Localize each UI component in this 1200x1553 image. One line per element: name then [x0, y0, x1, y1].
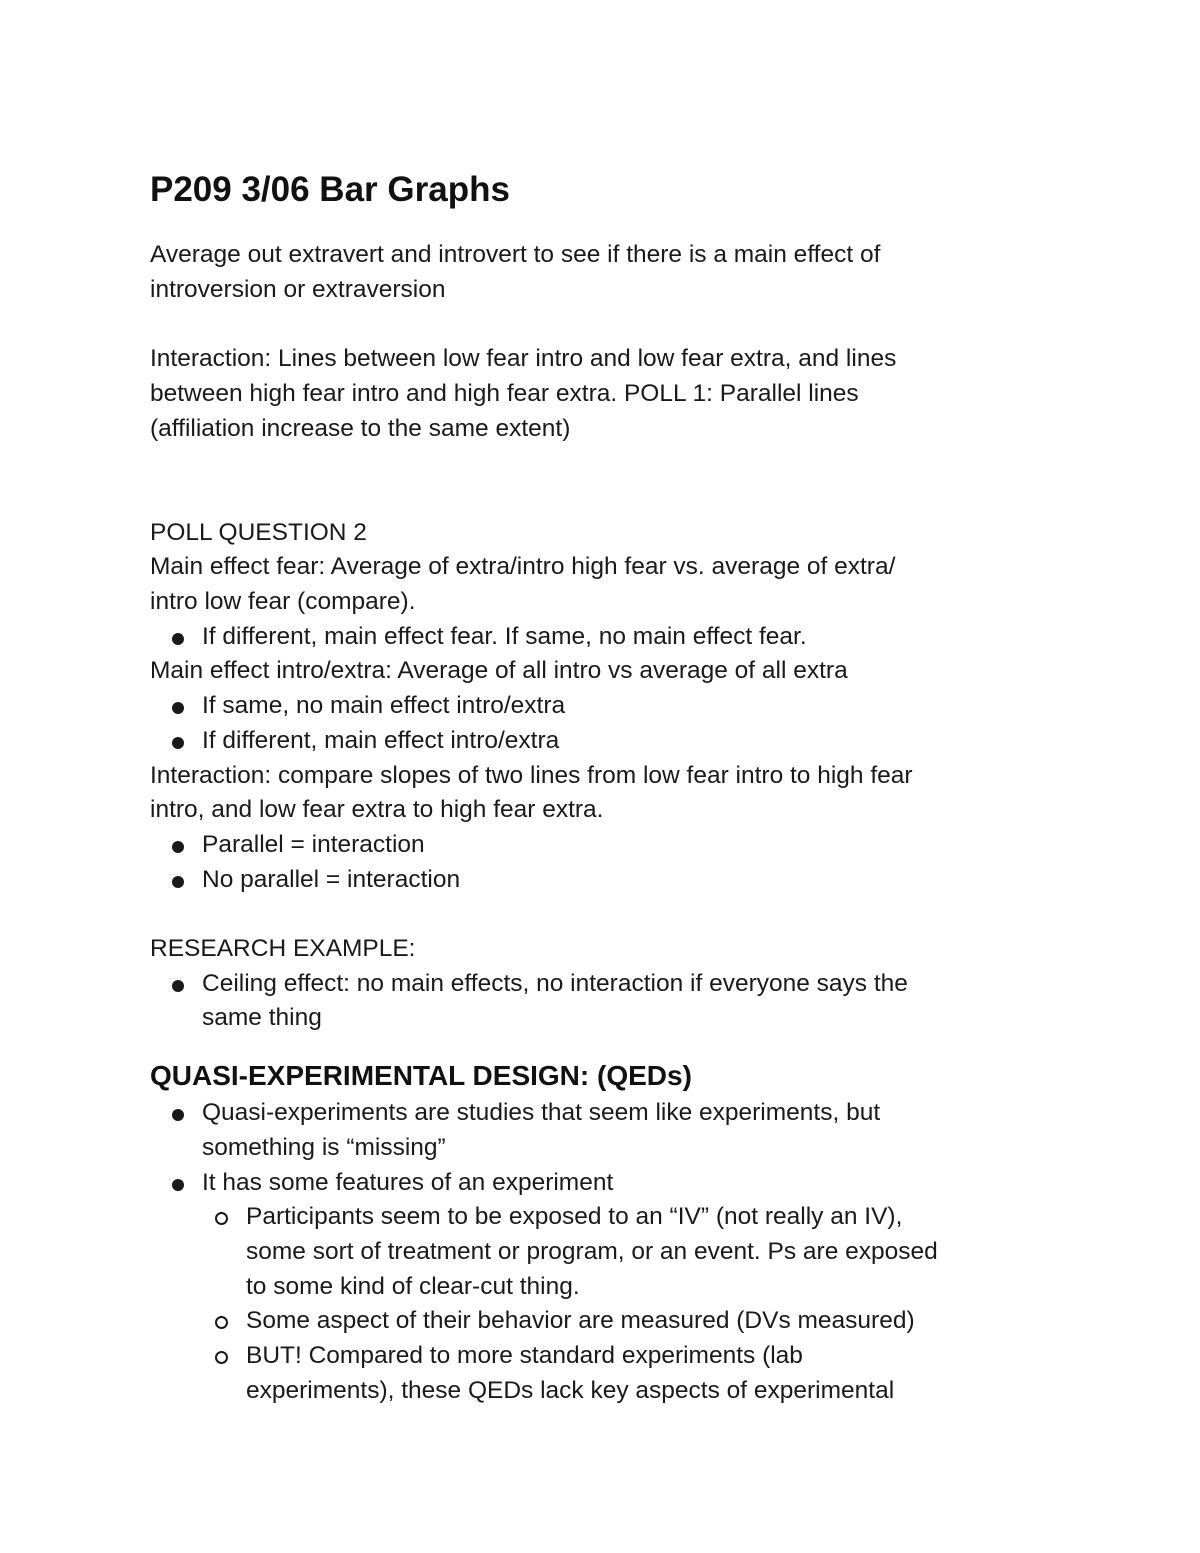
text-line: Interaction: compare slopes of two lines from low fear intro to high fear	[150, 761, 913, 789]
sub-list-item-continuation: some sort of treatment or program, or an event. Ps are exposed	[246, 1237, 938, 1265]
paragraph-interaction	[150, 342, 1050, 446]
text-line: (affiliation increase to the same extent)	[150, 414, 571, 442]
text-line: Interaction: Lines between low fear intro and low fear extra, and lines	[150, 345, 897, 373]
list-item	[150, 724, 1050, 759]
list-item	[150, 1096, 1050, 1131]
bullet-dot-icon	[172, 1179, 184, 1191]
bullet-ring-icon	[215, 1316, 228, 1329]
sub-list-item-continuation: experiments), these QEDs lack key aspects of experimental	[246, 1376, 895, 1404]
page-title: P209 3/06 Bar Graphs	[150, 170, 510, 209]
sub-list-item	[150, 1200, 1050, 1235]
list-item	[150, 828, 1050, 863]
spacer	[150, 897, 1050, 932]
list-item-text: It has some features of an experiment	[202, 1168, 614, 1196]
list-item	[150, 1166, 1050, 1201]
spacer	[150, 481, 1050, 516]
list-item	[150, 967, 1050, 1002]
bullet-dot-icon	[172, 841, 184, 853]
bullet-dot-icon	[172, 633, 184, 645]
list-item-text: Quasi-experiments are studies that seem like experiments, but	[202, 1099, 881, 1127]
bullet-dot-icon	[172, 737, 184, 749]
list-item	[150, 689, 1050, 724]
bullet-ring-icon	[215, 1212, 228, 1225]
text-line: Main effect intro/extra: Average of all intro vs average of all extra	[150, 657, 848, 685]
list-item-text: If same, no main effect intro/extra	[202, 692, 566, 720]
research-example-heading: RESEARCH EXAMPLE:	[150, 935, 416, 962]
bullet-dot-icon	[172, 702, 184, 714]
sub-list-item-text: Participants seem to be exposed to an “IV” (not really an IV),	[246, 1203, 903, 1231]
spacer	[150, 1036, 1050, 1056]
list-item-continuation: something is “missing”	[202, 1133, 446, 1161]
section-poll-question-2	[150, 516, 1050, 898]
list-item	[150, 620, 1050, 655]
text-line: Main effect fear: Average of extra/intro high fear vs. average of extra/	[150, 553, 896, 581]
list-item-continuation: same thing	[202, 1004, 322, 1032]
text-line: intro low fear (compare).	[150, 587, 416, 615]
section-research-example	[150, 932, 1050, 1036]
sub-list-item	[150, 1304, 1050, 1339]
list-item-text: Parallel = interaction	[202, 830, 425, 858]
bullet-dot-icon	[172, 876, 184, 888]
text-line: intro, and low fear extra to high fear extra.	[150, 796, 604, 824]
document-page	[150, 166, 1050, 1408]
list-item-text: No parallel = interaction	[202, 865, 461, 893]
list-item-text: Ceiling effect: no main effects, no interaction if everyone says the	[202, 969, 908, 997]
sub-list-item	[150, 1339, 1050, 1374]
sub-list-item-text: BUT! Compared to more standard experiments (lab	[246, 1342, 803, 1370]
list-item-text: If different, main effect fear. If same, no main effect fear.	[202, 622, 807, 650]
bullet-dot-icon	[172, 980, 184, 992]
section-quasi-experimental	[150, 1056, 1050, 1408]
paragraph-main-effect	[150, 238, 1050, 307]
spacer	[150, 446, 1050, 481]
sub-list-item-continuation: to some kind of clear-cut thing.	[246, 1272, 580, 1300]
text-line: between high fear intro and high fear extra. POLL 1: Parallel lines	[150, 379, 859, 407]
bullet-ring-icon	[215, 1351, 228, 1364]
text-line: introversion or extraversion	[150, 275, 446, 303]
list-item	[150, 863, 1050, 898]
bullet-dot-icon	[172, 1109, 184, 1121]
poll-question-heading: POLL QUESTION 2	[150, 518, 367, 546]
sub-list-item-text: Some aspect of their behavior are measured (DVs measured)	[246, 1307, 915, 1335]
section-heading: QUASI-EXPERIMENTAL DESIGN: (QEDs)	[150, 1060, 692, 1092]
spacer	[150, 307, 1050, 342]
text-line: Average out extravert and introvert to see if there is a main effect of	[150, 241, 881, 268]
list-item-text: If different, main effect intro/extra	[202, 726, 560, 754]
